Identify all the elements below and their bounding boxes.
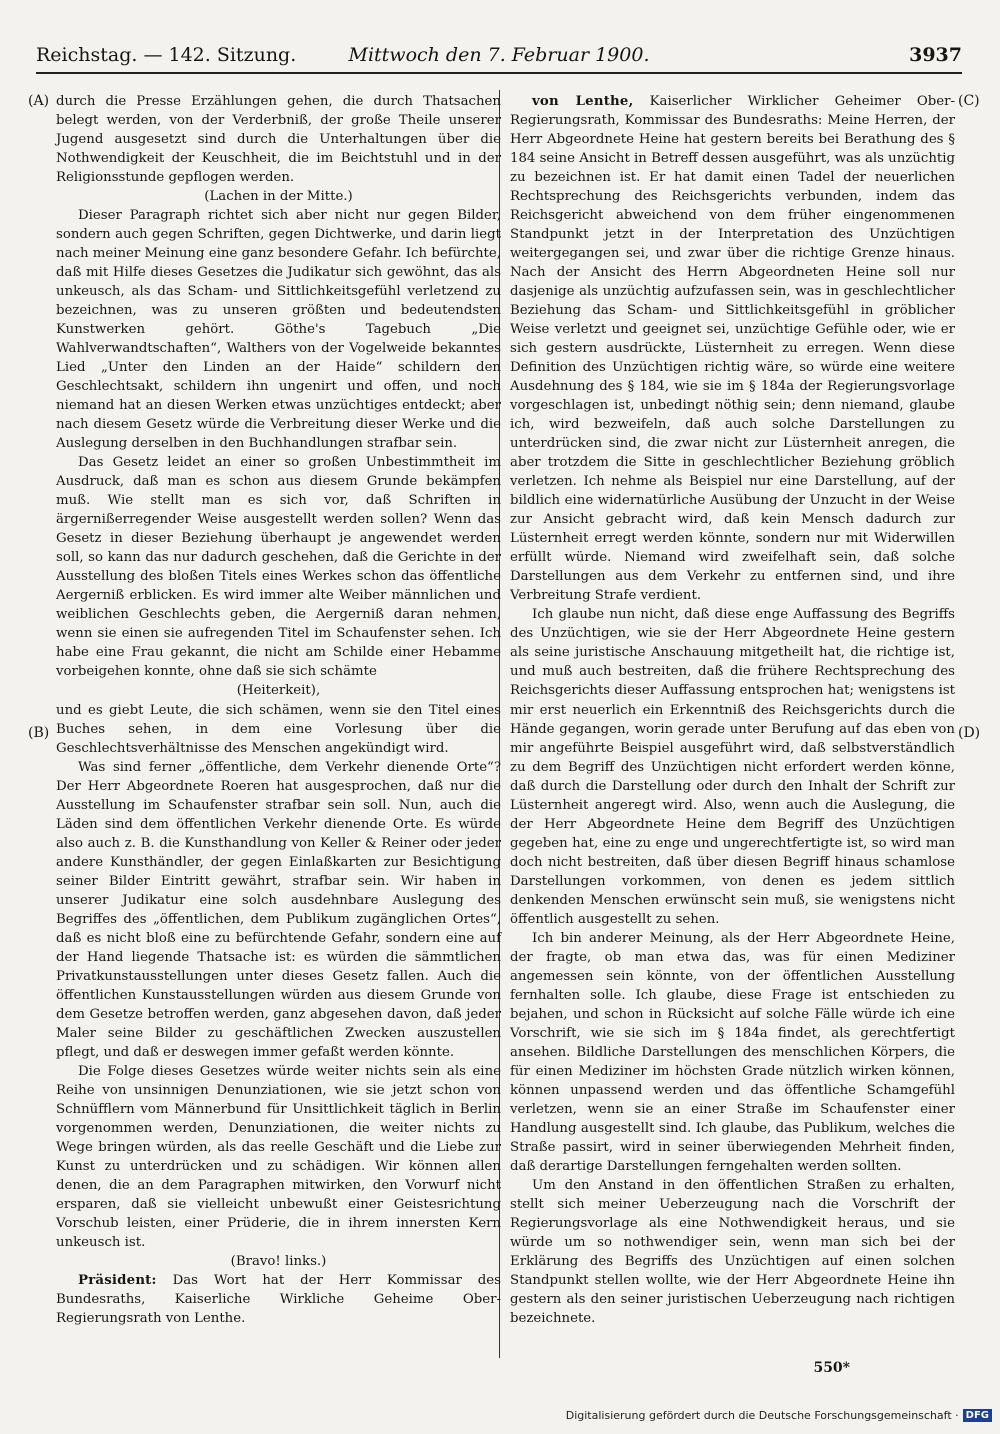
paragraph: Ich bin anderer Meinung, als der Herr Abgeordnete Heine, der fragte, ob man etwa das, was für einen Mediziner angemessen sein könnte, von der öffentlichen Ausstellung fernhalten solle. Ich glaube, diese Frage ist entschieden zu bejahen, und schon in Rücksicht auf solche Fälle würde ich eine Vorschrift, wie sie sich im § 184a findet, als gerechtfertigt ansehen. Bildliche Darstellungen des menschlichen Körpers, die für einen Mediziner im höchsten Grade nützlich wirken können, können unpassend werden und das öffentliche Schamgefühl verletzen, wenn sie an einer Straße im Schaufenster einer Handlung ausgestellt sind. Ich glaube, das Publikum, welches die Straße passirt, wird in seiner überwiegenden Mehrheit finden, daß derartige Darstellungen ferngehalten werden sollten. bbox=[510, 930, 955, 1174]
speaker-label: von Lenthe, bbox=[532, 94, 634, 109]
paragraph: Dieser Paragraph richtet sich aber nicht nur gegen Bilder, sondern auch gegen Schriften, gegen Dichtwerke, und darin liegt nach meiner Meinung eine ganz besondere Gefahr. Ich befürchte, daß mit Hilfe dieses Gesetzes die Judikatur sich gewöhnt, das als unkeusch, als das Scham- und Sittlichkeitsgefühl verletzend zu bezeichnen, was zu unseren größten und bedeutendsten Kunstwerken gehört. Göthe's Tagebuch „Die Wahlverwandtschaften“, Walthers von der Vogelweide bekanntes Lied „Unter den Linden an der Haide“ schildern den Geschlechtsakt, schildern ihn ungenirt und offen, und noch niemand hat an diesen Werken etwas unzüchtiges entdeckt; aber nach diesem Gesetz würde die Verbreitung dieser Werke und die Auslegung derselben in den Buchhandlungen strafbar sein. bbox=[56, 208, 501, 452]
page-number: 3937 bbox=[909, 44, 962, 66]
signature-mark: 550* bbox=[813, 1360, 850, 1376]
speech-text: Kaiserlicher Wirklicher Geheimer Ober-Regierungsrath, Kommissar des Bundesraths: Meine Herren, der Herr Abgeordnete Heine hat gestern bereits bei Berathung des § 184 seine Ansicht in Betreff dessen ausgeführt, was als unzüchtig zu bezeichnen ist. Er hat damit einen Tadel der neuerlichen Rechtsprechung des Reichsgerichts verbunden, indem das Reichsgericht abweichend von dem früher eingenommenen Standpunkt jetzt in der Interpretation des Unzüchtigen weitergegangen sei, und zwar über die richtige Grenze hinaus. Nach der Ansicht des Herrn Abgeordneten Heine soll nur dasjenige als unzüchtig aufzufassen sein, was in geschlechtlicher Beziehung das Scham- und Sittlichkeitsgefühl in gröblicher Weise verletzt und geeignet sei, unzüchtige Gefühle oder, wie er sich gestern ausdrückte, Lüsternheit zu erregen. Wenn diese Definition des Unzüchtigen richtig wäre, so würde eine weitere Ausdehnung des § 184, wie sie im § 184a der Regierungsvorlage vorgeschlagen ist, unbedingt nöthig sein; denn niemand, glaube ich, wird bezweifeln, daß auch solche Darstellungen zu unterdrücken sind, die zwar nicht zur Lüsternheit anregen, die aber trotzdem die Sitte in geschlechtlicher Beziehung gröblich verletzen. Ich nehme als Beispiel nur eine Darstellung, auf der bildlich eine widernatürliche Ausübung der Unzucht in der Weise zur Ansicht gebracht wird, daß kein Mensch dadurch zur Lüsternheit erregt werden könnte, sondern nur mit Widerwillen erfüllt würde. Niemand wird zweifelhaft sein, daß solche Darstellungen aus dem Verkehr zu entfernen sind, und ihre Verbreitung Strafe verdient. bbox=[510, 94, 955, 604]
president-paragraph bbox=[56, 1271, 501, 1328]
paragraph: Die Folge dieses Gesetzes würde weiter nichts sein als eine Reihe von unsinnigen Denunziationen, wie sie jetzt schon von Schnüfflern vom Männerbund für Unsittlichkeit täglich in Berlin vorgenommen werden, Denunziationen, die weiter nichts zu Wege bringen würden, als das reelle Geschäft und die Liebe zur Kunst zu unterdrücken und zu schädigen. Wir können allen denen, die an dem Paragraphen mitwirken, den Vorwurf nicht ersparen, daß sie vielleicht unbewußt einer Geistesrichtung Vorschub leisten, einer Prüderie, die in ihrem innersten Kern unkeusch ist. bbox=[56, 1063, 501, 1250]
interjection: (Heiterkeit), bbox=[236, 683, 321, 699]
paragraph: Um den Anstand in den öffentlichen Straßen zu erhalten, stellt sich meiner Ueberzeugung nach die Vorschrift der Regierungsvorlage als eine Nothwendigkeit heraus, und sie würde um so nothwendiger sein, wenn man sich bei der Erklärung des Begriffs des Unzüchtigen auf einen solchen Standpunkt stellen wollte, wie der Herr Abgeordnete Heine ihn gestern als den seiner juristischen Ueberzeugung nach richtigen bezeichnete. bbox=[510, 1177, 955, 1326]
paragraph: Das Gesetz leidet an einer so großen Unbestimmtheit im Ausdruck, daß man es schon aus diesem Grunde bekämpfen muß. Wie stellt man es sich vor, daß Schriften in ärgernißerregender Weise ausgestellt werden sollen? Wenn das Gesetz in dieser Beziehung überhaupt je angewendet werden soll, so kann das nur dadurch geschehen, daß die Gerichte in der Ausstellung des bloßen Titels eines Werkes schon das öffentliche Aergerniß erblicken. Es wird immer alte Weiber männlichen und weiblichen Geschlechts geben, die Aergerniß daran nehmen, wenn sie einen sie aufregenden Titel im Schaufenster sehen. Ich habe eine Frau gekannt, die nicht am Schilde einer Hebamme vorbeigehen konnte, ohne daß sie sich schämte bbox=[56, 455, 501, 680]
right-column bbox=[510, 92, 955, 1328]
speaker-paragraph bbox=[510, 92, 955, 605]
page-header bbox=[36, 44, 962, 74]
dfg-logo: DFG bbox=[963, 1409, 992, 1422]
margin-mark-a: (A) bbox=[28, 93, 50, 109]
left-column bbox=[56, 92, 501, 1328]
margin-mark-d: (D) bbox=[958, 725, 981, 741]
president-text: Das Wort hat der Herr Kommissar des Bundesraths, Kaiserliche Wirkliche Geheime Ober-Regierungsrath von Lenthe. bbox=[56, 1272, 501, 1326]
footer-text: Digitalisierung gefördert durch die Deutsche Forschungsgemeinschaft · bbox=[565, 1409, 959, 1422]
margin-mark-b: (B) bbox=[28, 725, 50, 741]
margin-mark-c: (C) bbox=[958, 93, 980, 109]
paragraph: Ich glaube nun nicht, daß diese enge Auffassung des Begriffs des Unzüchtigen, wie sie der Herr Abgeordnete Heine gestern als seine juristische Anschauung mitgetheilt hat, die richtige ist, und muß auch bestreiten, daß die frühere Rechtsprechung des Reichsgerichts dieser Auffassung entsprochen hat; wenigstens ist mir erst neuerlich ein Erkenntniß des Reichsgerichts durch die Hände gegangen, worin gerade unter Berufung auf das eben von mir angeführte Beispiel ausgeführt wird, daß selbstverständlich zu dem Begriff des Unzüchtigen nicht erfordert werden könne, daß durch die Darstellung oder durch den Inhalt der Schrift zur Lüsternheit angeregt wird. Also, wenn auch die Auslegung, die der Herr Abgeordnete Heine dem Begriff des Unzüchtigen gegeben hat, eine zu enge und ungerechtfertigte ist, so wird man doch nicht bestreiten, daß über diesen Begriff hinaus schamlose Darstellungen vorkommen, von denen es jedem sittlich denkenden Menschen erwünscht sein muß, sie wenigstens nicht öffentlich ausgestellt zu sehen. bbox=[510, 607, 955, 927]
paragraph: Was sind ferner „öffentliche, dem Verkehr dienende Orte“? Der Herr Abgeordnete Roeren hat ausgesprochen, daß nur die Ausstellung im Schaufenster strafbar sein soll. Nun, auch die Läden sind dem öffentlichen Verkehr dienende Orte. Es würde also auch z. B. die Kunsthandlung von Keller & Reiner oder jeder andere Kunsthändler, der gegen Einlaßkarten zur Besichtigung seiner Bilder Eintritt gewährt, strafbar sein. Wir haben in unserer Judikatur eine solch ausdehnbare Auslegung des Begriffes des „öffentlichen, dem Publikum zugänglichen Ortes“, daß es nicht bloß eine zu befürchtende Gefahr, sondern eine auf der Hand liegende Thatsache ist: es würden die sämmtlichen Privatkunstausstellungen unter dieses Gesetz fallen. Auch die öffentlichen Kunstausstellungen würden aus diesem Grunde von dem Gesetze betroffen werden, ganz abgesehen davon, daß jeder Maler seine Bilder zu geschäftlichen Zwecken auszustellen pflegt, und daß er deswegen immer gefaßt werden könnte. bbox=[56, 759, 501, 1060]
interjection: (Lachen in der Mitte.) bbox=[204, 189, 353, 205]
header-title: Reichstag. — 142. Sitzung. bbox=[36, 44, 297, 66]
header-date: Mittwoch den 7. Februar 1900. bbox=[348, 44, 650, 66]
speaker-label: Präsident: bbox=[78, 1272, 157, 1288]
footer-credit bbox=[566, 1409, 992, 1422]
paragraph: und es giebt Leute, die sich schämen, wenn sie den Titel eines Buches sehen, in dem eine Vorlesung über die Geschlechtsverhältnisse des Menschen angekündigt wird. bbox=[56, 702, 501, 756]
interjection: (Bravo! links.) bbox=[230, 1253, 327, 1269]
paragraph: durch die Presse Erzählungen gehen, die durch Thatsachen belegt werden, von der Verderbniß, der große Theile unserer Jugend ausgesetzt sind durch die Unterhaltungen über die Nothwendigkeit der Keuschheit, die im Beichtstuhl und in der Religionsstunde gepflogen werden. bbox=[56, 94, 501, 186]
